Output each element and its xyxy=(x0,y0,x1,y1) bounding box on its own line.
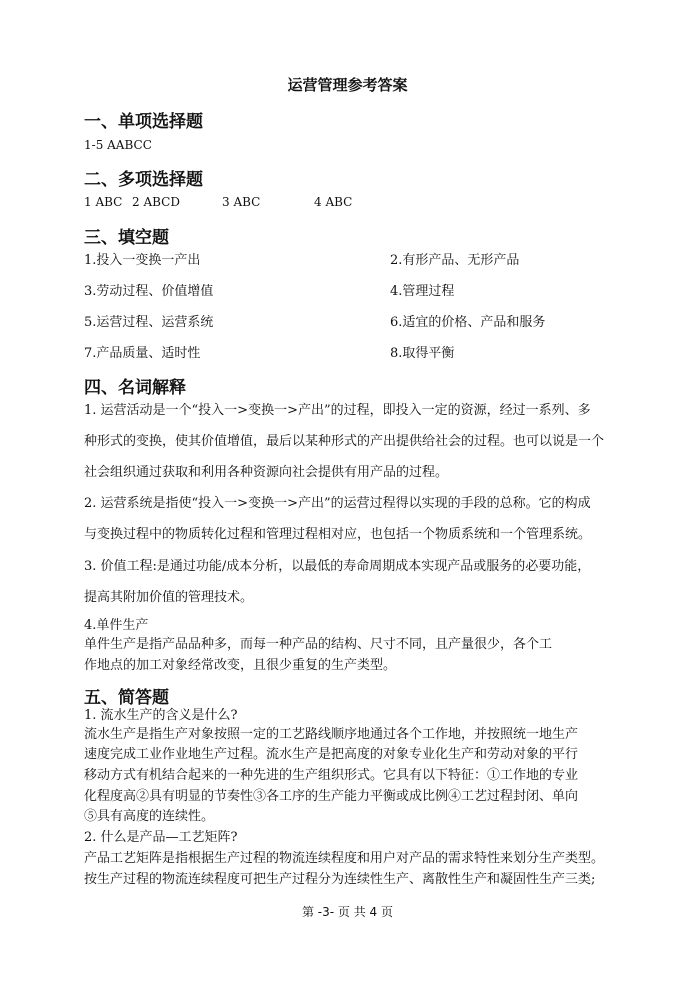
multiple-choice-answer: 2 ABCD xyxy=(132,195,180,209)
definition-line: 单件生产是指产品品种多，而每一种产品的结构、尺寸不同，且产量很少，各个工 xyxy=(84,637,553,652)
fill-in-item: 2.有形产品、无形产品 xyxy=(390,253,520,268)
definition-line: 与变换过程中的物质转化过程和管理过程相对应，也包括一个物质系统和一个管理系统。 xyxy=(84,527,592,542)
definition-line: 社会组织通过获取和利用各种资源向社会提供有用产品的过程。 xyxy=(84,465,449,480)
multiple-choice-answer: 4 ABC xyxy=(314,195,353,209)
definition-line: 1. 运营活动是一个“投入一>变换一>产出”的过程，即投入一定的资源，经过一系列、多 xyxy=(84,403,591,418)
fill-in-item: 8.取得平衡 xyxy=(390,346,455,361)
document-title: 运营管理参考答案 xyxy=(287,76,408,94)
short-answer-line: 按生产过程的物流连续程度可把生产过程分为连续性生产、离散性生产和凝固性生产三类; xyxy=(84,872,596,887)
section-heading-fill-in: 三、填空题 xyxy=(84,228,169,248)
short-answer-line: 产品工艺矩阵是指根据生产过程的物流连续程度和用户对产品的需求特性来划分生产类型。 xyxy=(84,851,605,866)
single-choice-answer: 1-5 AABCC xyxy=(84,138,152,152)
page-footer: 第 -3- 页 共 4 页 xyxy=(301,905,393,919)
multiple-choice-answer: 3 ABC xyxy=(222,195,261,209)
definition-line: 种形式的变换，使其价值增值，最后以某种形式的产出提供给社会的过程。也可以说是一个 xyxy=(84,434,605,449)
short-answer-line: 流水生产是指生产对象按照一定的工艺路线顺序地通过各个工作地，并按照统一地生产 xyxy=(84,727,579,742)
definition-line: 3. 价值工程:是通过功能/成本分析，以最低的寿命周期成本实现产品或服务的必要功能， xyxy=(84,559,591,574)
definition-line: 4.单件生产 xyxy=(84,618,149,633)
short-answer-line: 化程度高②具有明显的节奏性③各工序的生产能力平衡或成比例④工艺过程封闭、单向 xyxy=(84,789,579,804)
section-heading-multiple-choice: 二、多项选择题 xyxy=(84,170,203,190)
short-answer-line: ⑤具有高度的连续性。 xyxy=(84,809,215,824)
multiple-choice-answer: 1 ABC xyxy=(84,195,123,209)
fill-in-item: 3.劳动过程、价值增值 xyxy=(84,284,214,299)
section-heading-short-answer: 五、简答题 xyxy=(84,688,169,708)
short-answer-line: 移动方式有机结合起来的一种先进的生产组织形式。它具有以下特征：①工作地的专业 xyxy=(84,768,579,783)
definition-line: 作地点的加工对象经常改变，且很少重复的生产类型。 xyxy=(84,658,397,673)
short-answer-line: 1. 流水生产的含义是什么? xyxy=(84,708,238,723)
fill-in-item: 7.产品质量、适时性 xyxy=(84,346,201,361)
fill-in-item: 1.投入一变换一产出 xyxy=(84,253,201,268)
short-answer-line: 2. 什么是产品—工艺矩阵? xyxy=(84,830,238,845)
fill-in-item: 5.运营过程、运营系统 xyxy=(84,315,214,330)
fill-in-item: 4.管理过程 xyxy=(390,284,455,299)
fill-in-item: 6.适宜的价格、产品和服务 xyxy=(390,315,546,330)
definition-line: 2. 运营系统是指使“投入一>变换一>产出”的运营过程得以实现的手段的总称。它的构成 xyxy=(84,496,591,511)
short-answer-line: 速度完成工业作业地生产过程。流水生产是把高度的对象专业化生产和劳动对象的平行 xyxy=(84,747,579,762)
section-heading-term-definitions: 四、名词解释 xyxy=(84,378,186,398)
section-heading-single-choice: 一、单项选择题 xyxy=(84,112,203,132)
definition-line: 提高其附加价值的管理技术。 xyxy=(84,590,254,605)
